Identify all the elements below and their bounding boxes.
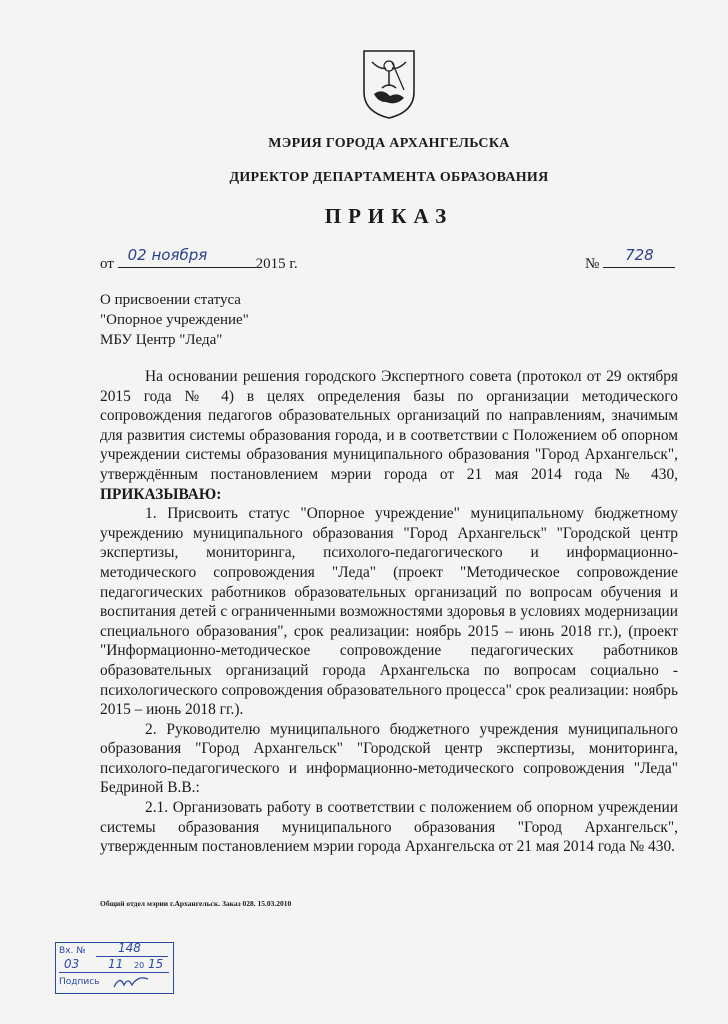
organization-name: МЭРИЯ ГОРОДА АРХАНГЕЛЬСКА [268, 136, 510, 151]
stamp-date-day: 03 [64, 957, 80, 971]
stamp-date-year: 15 [148, 957, 164, 971]
order-word: ПРИКАЗЫВАЮ: [100, 485, 222, 503]
stamp-in-label: Вх. № [59, 946, 86, 956]
coat-of-arms-icon [360, 48, 418, 120]
print-footer: Общий отдел мэрии г.Архангельск. Заказ 028. 15.03.2010 [100, 899, 292, 908]
preamble-text: На основании решения городского Экспертного совета (протокол от 29 октября 2015 года № 4) в целях определения базы по организации методического сопровождения педагогов образовательных организаций по направлениям, значимым для развития системы образования города, и в соответствии с Положением об опорном учреждении системы образования муниципального образования "Город Архангельск", утверждённым постановлением мэрии города от 21 мая 2014 года № 430, [100, 368, 678, 483]
handwritten-date: 02 ноября [127, 246, 208, 264]
subject-line: "Опорное учреждение" [100, 312, 249, 328]
date-prefix: от [100, 256, 114, 272]
stamp-year-prefix: 20 [134, 961, 145, 970]
issuer-title: ДИРЕКТОР ДЕПАРТАМЕНТА ОБРАЗОВАНИЯ [229, 170, 549, 185]
item-1: 1. Присвоить статус "Опорное учреждение" муниципальному бюджетному учреждению муниципального образования "Город Архангельск" "Городской центр экспертизы, мониторинга, психолого-педагогического и информационно-методического сопровождения "Леда" (проект "Методическое сопровождение педагогических работников образовательных организаций по вопросам обучения и воспитания детей с ограниченными возможностями здоровья в условиях модернизации специального образования", срок реализации: ноябрь 2015 – июнь 2018 гг.), (проект "Информационно-методическое сопровождение педагогических работников образовательных организаций города Архангельска по вопросам социально - психологического сопровождения образовательного процесса" срок реализации: ноябрь 2015 – июнь 2018 гг.). [100, 505, 678, 719]
number-field [603, 246, 675, 268]
date-year: 2015 г. [255, 256, 298, 272]
date-line [100, 246, 298, 273]
subject-block [100, 290, 249, 350]
subject-line: МБУ Центр "Леда" [100, 332, 223, 348]
item-2-1: 2.1. Организовать работу в соответствии с положением об опорном учреждении системы образования муниципального образования "Город Архангельск", утвержденным постановлением мэрии города Архангельска от 21 мая 2014 года № 430. [100, 799, 678, 856]
stamp-sign-label: Подпись [59, 977, 100, 987]
item-2: 2. Руководителю муниципального бюджетного учреждения муниципального образования "Город Архангельск" "Городской центр экспертизы, мониторинга, психолого-педагогического и информационно-методического сопровождения "Леда" Бедриной В.В.: [100, 720, 678, 797]
stamp-date-month: 11 [108, 957, 124, 971]
handwritten-number: 728 [625, 246, 654, 264]
number-prefix: № [585, 256, 600, 272]
incoming-stamp [55, 942, 174, 994]
order-body [100, 367, 678, 857]
preamble-paragraph [100, 367, 678, 504]
stamp-in-number: 148 [118, 941, 141, 955]
subject-line: О присвоении статуса [100, 292, 241, 308]
number-line [585, 246, 675, 273]
signature-icon [112, 973, 152, 991]
date-field [118, 246, 256, 268]
document-title: ПРИКАЗ [324, 204, 454, 228]
